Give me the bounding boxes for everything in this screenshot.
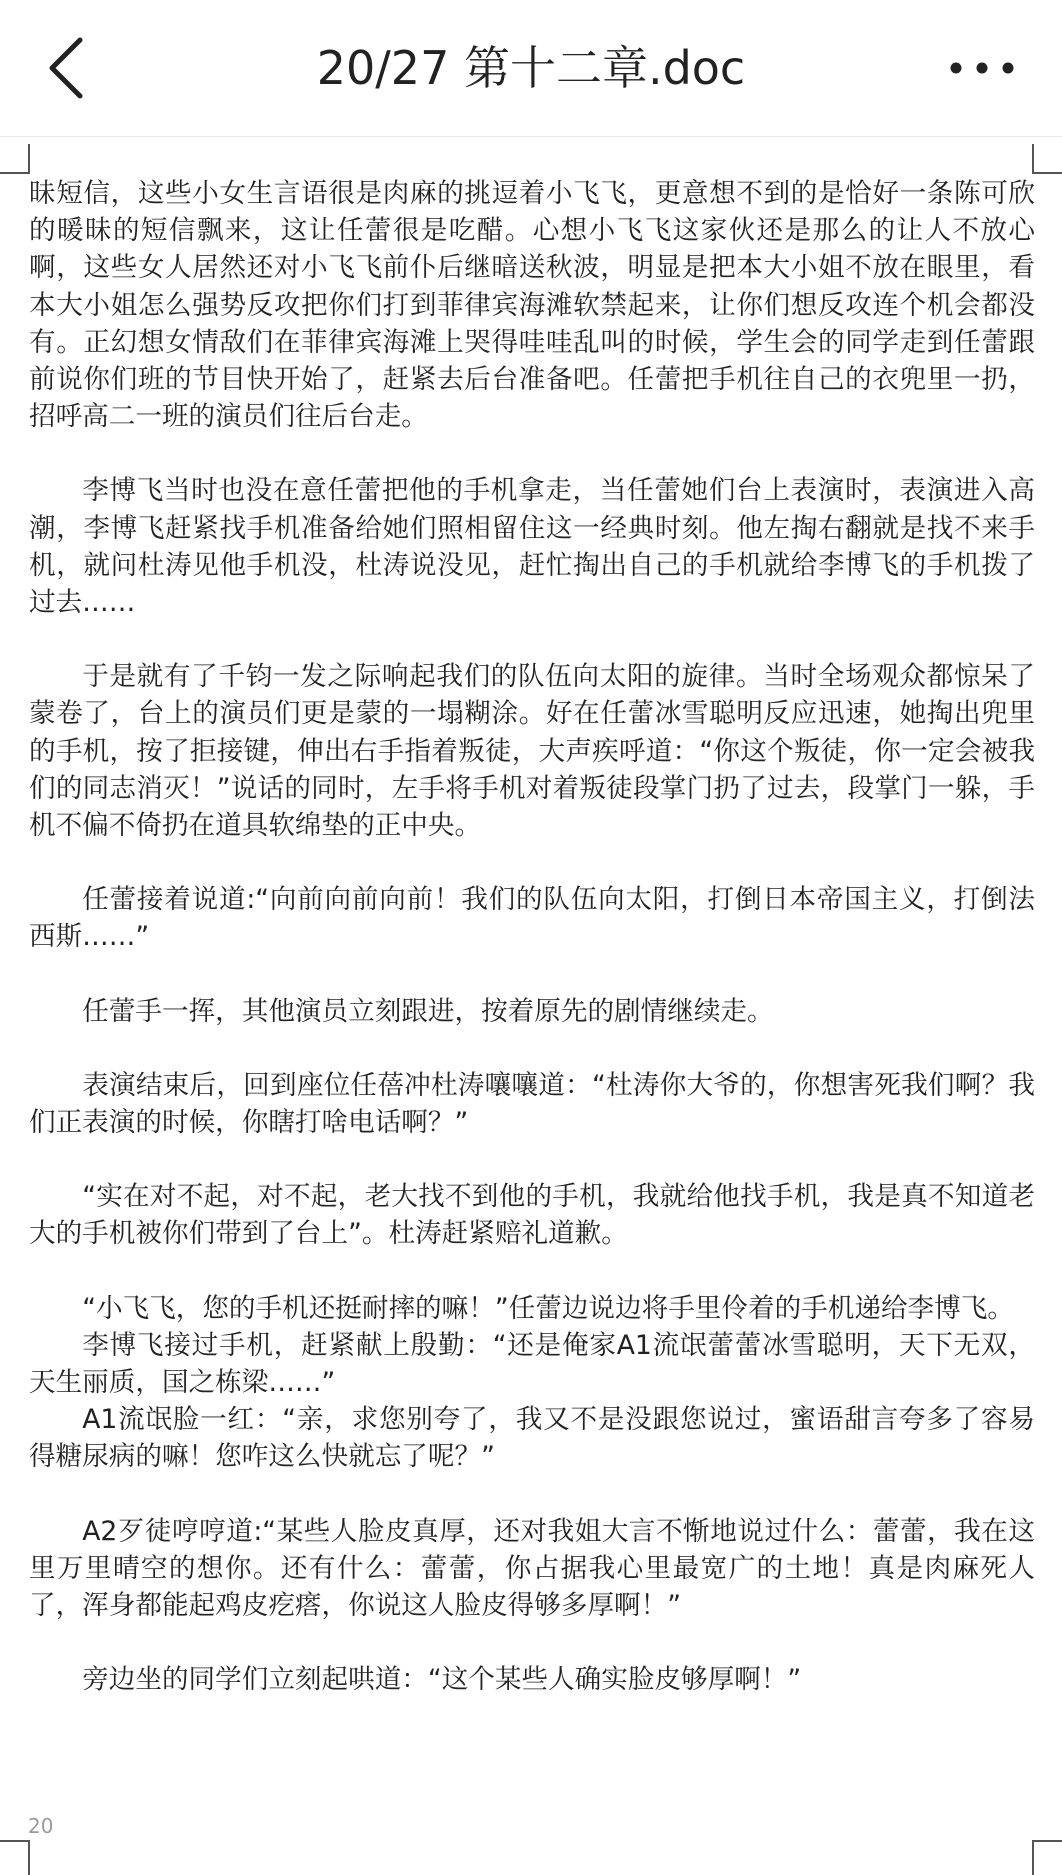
paragraph: 旁边坐的同学们立刻起哄道：“这个某些人确实脸皮够厚啊！” [82,1664,802,1696]
chevron-left-icon [38,30,98,106]
more-options-button[interactable] [940,40,1040,96]
paragraph: 昧短信，这些小女生言语很是肉麻的挑逗着小飞飞，更意想不到的是恰好一条陈可欣的暖昧的短信飘来，这让任蕾很是吃醋。心想小飞飞这家伙还是那么的让人不放心啊，这些女人居然还对小飞飞前仆后继暗送秋波，明显是把本大小姐不放在眼里，看本大小姐怎么强势反攻把你们打到菲律宾海滩软禁起来，让你们想反攻连个机会都没有。正幻想女情敌们在菲律宾海滩上哭得哇哇乱叫的时候，学生会的同学走到任蕾跟前说你们班的节目快开始了，赶紧去后台准备吧。任蕾把手机往自己的衣兜里一扔，招呼高二一班的演员们往后台走。 [29,178,1035,433]
paragraph: 李博飞当时也没在意任蕾把他的手机拿走，当任蕾她们台上表演时，表演进入高潮，李博飞赶紧找手机准备给她们照相留住这一经典时刻。他左掏右翻就是找不来手机，就问杜涛见他手机没，杜涛说没见，赶忙掏出自己的手机就给李博飞的手机拨了过去…… [29,475,1035,619]
paragraph: 任蕾接着说道:“向前向前向前！我们的队伍向太阳，打倒日本帝国主义，打倒法西斯……” [29,884,1035,953]
paragraph: A1流氓脸一红：“亲，求您别夸了，我又不是没跟您说过，蜜语甜言夸多了容易得糖尿病的嘛！您咋这么快就忘了呢？” [29,1404,1035,1473]
paragraph: 李博飞接过手机，赶紧献上殷勤：“还是俺家A1流氓蕾蕾冰雪聪明，天下无双，天生丽质，国之栋梁……” [29,1329,1035,1399]
page-corner-mark [0,144,30,174]
top-bar [0,0,1062,137]
page-corner-mark [1032,1840,1062,1875]
paragraph: 表演结束后，回到座位任蓓冲杜涛嚷嚷道：“杜涛你大爷的，你想害死我们啊？我们正表演的时候，你瞎打啥电话啊？” [29,1069,1035,1139]
paragraph: 于是就有了千钧一发之际响起我们的队伍向太阳的旋律。当时全场观众都惊呆了蒙卷了，台上的演员们更是蒙的一塌糊涂。好在任蕾冰雪聪明反应迅速，她掏出兜里的手机，按了拒接键，伸出右手指着叛徒，大声疾呼道：“你这个叛徒，你一定会被我们的同志消灭！”说话的同时，左手将手机对着叛徒段掌门扔了过去，段掌门一躲，手机不偏不倚扔在道具软绵垫的正中央。 [29,661,1035,842]
page-corner-mark [0,1840,30,1875]
page-corner-mark [1032,144,1062,174]
paragraph: A2歹徒哼哼道:“某些人脸皮真厚，还对我姐大言不惭地说过什么：蕾蕾，我在这里万里晴空的想你。还有什么：蕾蕾，你占据我心里最宽广的土地！真是肉麻死人了，浑身都能起鸡皮疙瘩，你说这人脸皮得够多厚啊！” [29,1515,1035,1622]
paragraph: 任蕾手一挥，其他演员立刻跟进，按着原先的剧情继续走。 [82,995,774,1027]
paragraph: “实在对不起，对不起，老大找不到他的手机，我就给他找手机，我是真不知道老大的手机被你们带到了台上”。杜涛赶紧赔礼道歉。 [29,1181,1035,1250]
document-body[interactable] [29,175,1035,1699]
document-title: 20/27 第十二章.doc [316,41,746,95]
paragraph: “小飞飞，您的手机还挺耐摔的嘛！”任蕾边说边将手里伶着的手机递给李博飞。 [82,1292,1014,1324]
page-number: 20 [28,1814,54,1838]
more-horizontal-icon [940,40,1040,96]
back-button[interactable] [38,30,98,106]
